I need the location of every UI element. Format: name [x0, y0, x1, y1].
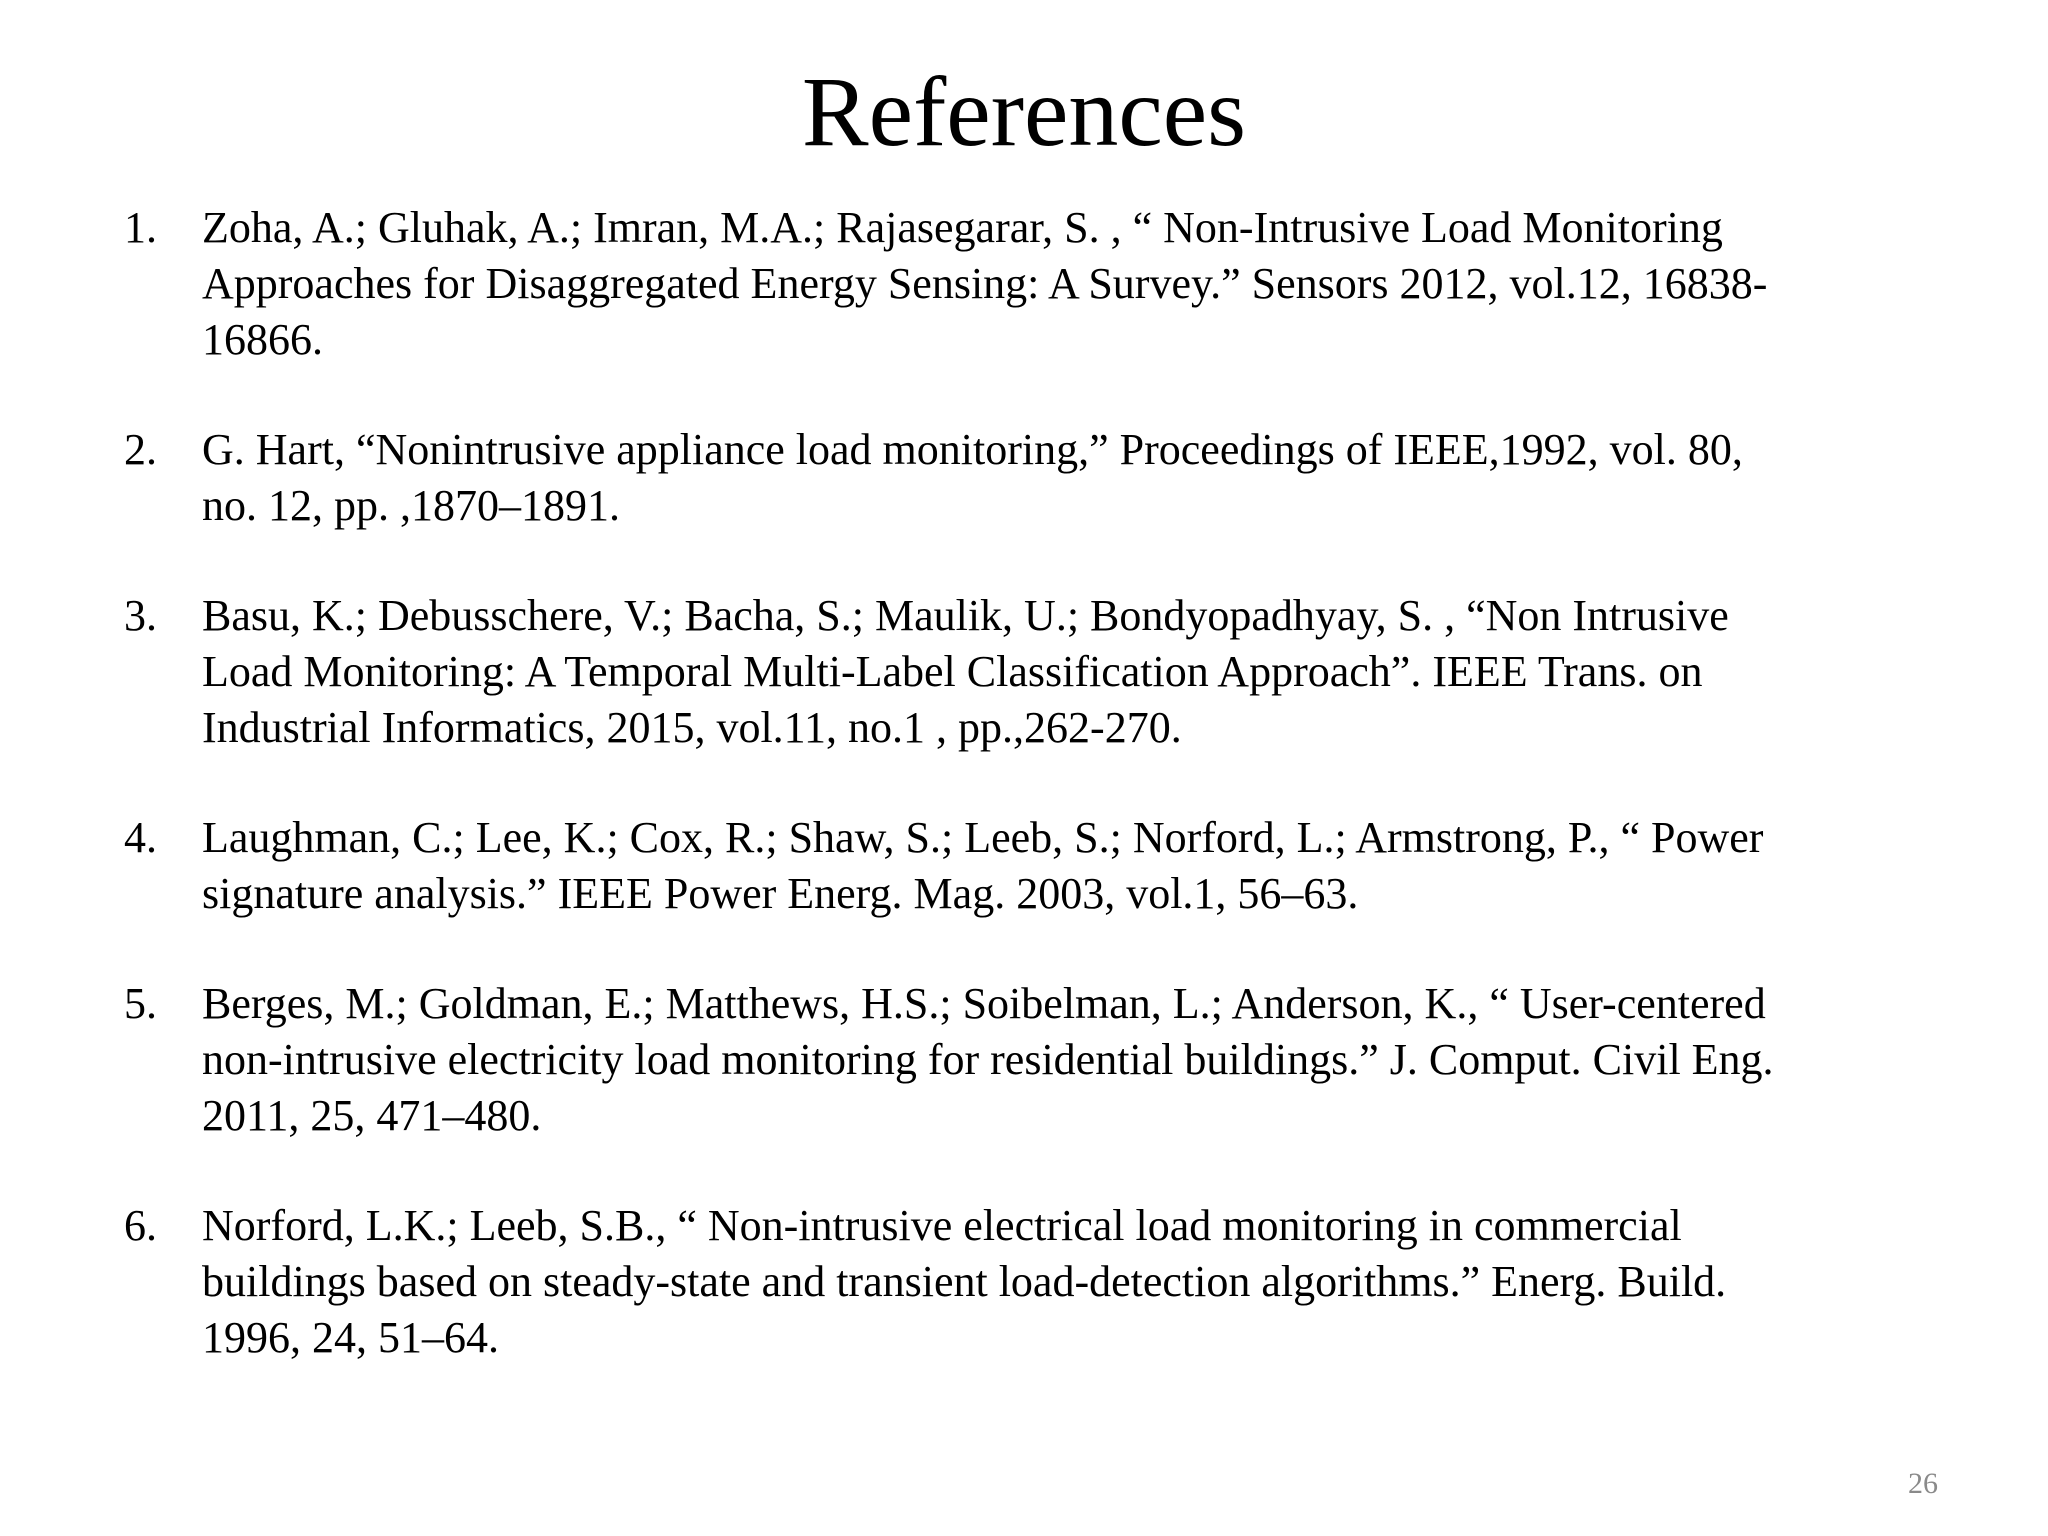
reference-number: 4. — [124, 813, 157, 862]
reference-line: Approaches for Disaggregated Energy Sensing: A Survey.” Sensors 2012, vol.12, 16838- — [202, 259, 1768, 308]
reference-line: signature analysis.” IEEE Power Energ. Mag. 2003, vol.1, 56–63. — [202, 869, 1359, 918]
reference-line: Norford, L.K.; Leeb, S.B., “ Non-intrusive electrical load monitoring in commercial — [202, 1201, 1682, 1250]
reference-line: 2011, 25, 471–480. — [202, 1091, 542, 1140]
reference-line: Basu, K.; Debusschere, V.; Bacha, S.; Maulik, U.; Bondyopadhyay, S. , “Non Intrusive — [202, 591, 1729, 640]
reference-line: buildings based on steady-state and transient load-detection algorithms.” Energ. Build. — [202, 1257, 1727, 1306]
reference-line: Load Monitoring: A Temporal Multi-Label Classification Approach”. IEEE Trans. on — [202, 647, 1703, 696]
reference-item — [124, 422, 1924, 534]
reference-line: Laughman, C.; Lee, K.; Cox, R.; Shaw, S.; Leeb, S.; Norford, L.; Armstrong, P., “ Power — [202, 813, 1764, 862]
reference-item — [124, 588, 1924, 756]
page-number: 26 — [1908, 1467, 1938, 1500]
slide-title: References — [801, 56, 1247, 167]
reference-line: non-intrusive electricity load monitoring for residential buildings.” J. Comput. Civil Eng. — [202, 1035, 1774, 1084]
reference-item — [124, 200, 1924, 368]
reference-number: 5. — [124, 979, 157, 1028]
reference-line: 16866. — [202, 315, 323, 364]
reference-line: Industrial Informatics, 2015, vol.11, no.1 , pp.,262-270. — [202, 703, 1182, 752]
reference-line: Zoha, A.; Gluhak, A.; Imran, M.A.; Rajasegarar, S. , “ Non-Intrusive Load Monitoring — [202, 203, 1723, 252]
reference-number: 3. — [124, 591, 157, 640]
reference-item — [124, 810, 1924, 922]
reference-number: 1. — [124, 203, 157, 252]
reference-line: Berges, M.; Goldman, E.; Matthews, H.S.; Soibelman, L.; Anderson, K., “ User-centered — [202, 979, 1766, 1028]
reference-line: G. Hart, “Nonintrusive appliance load monitoring,” Proceedings of IEEE,1992, vol. 80, — [202, 425, 1743, 474]
reference-number: 2. — [124, 425, 157, 474]
reference-line: 1996, 24, 51–64. — [202, 1313, 499, 1362]
reference-item — [124, 1198, 1924, 1366]
reference-item — [124, 976, 1924, 1144]
reference-line: no. 12, pp. ,1870–1891. — [202, 481, 620, 530]
reference-list — [124, 200, 1924, 1420]
reference-number: 6. — [124, 1201, 157, 1250]
